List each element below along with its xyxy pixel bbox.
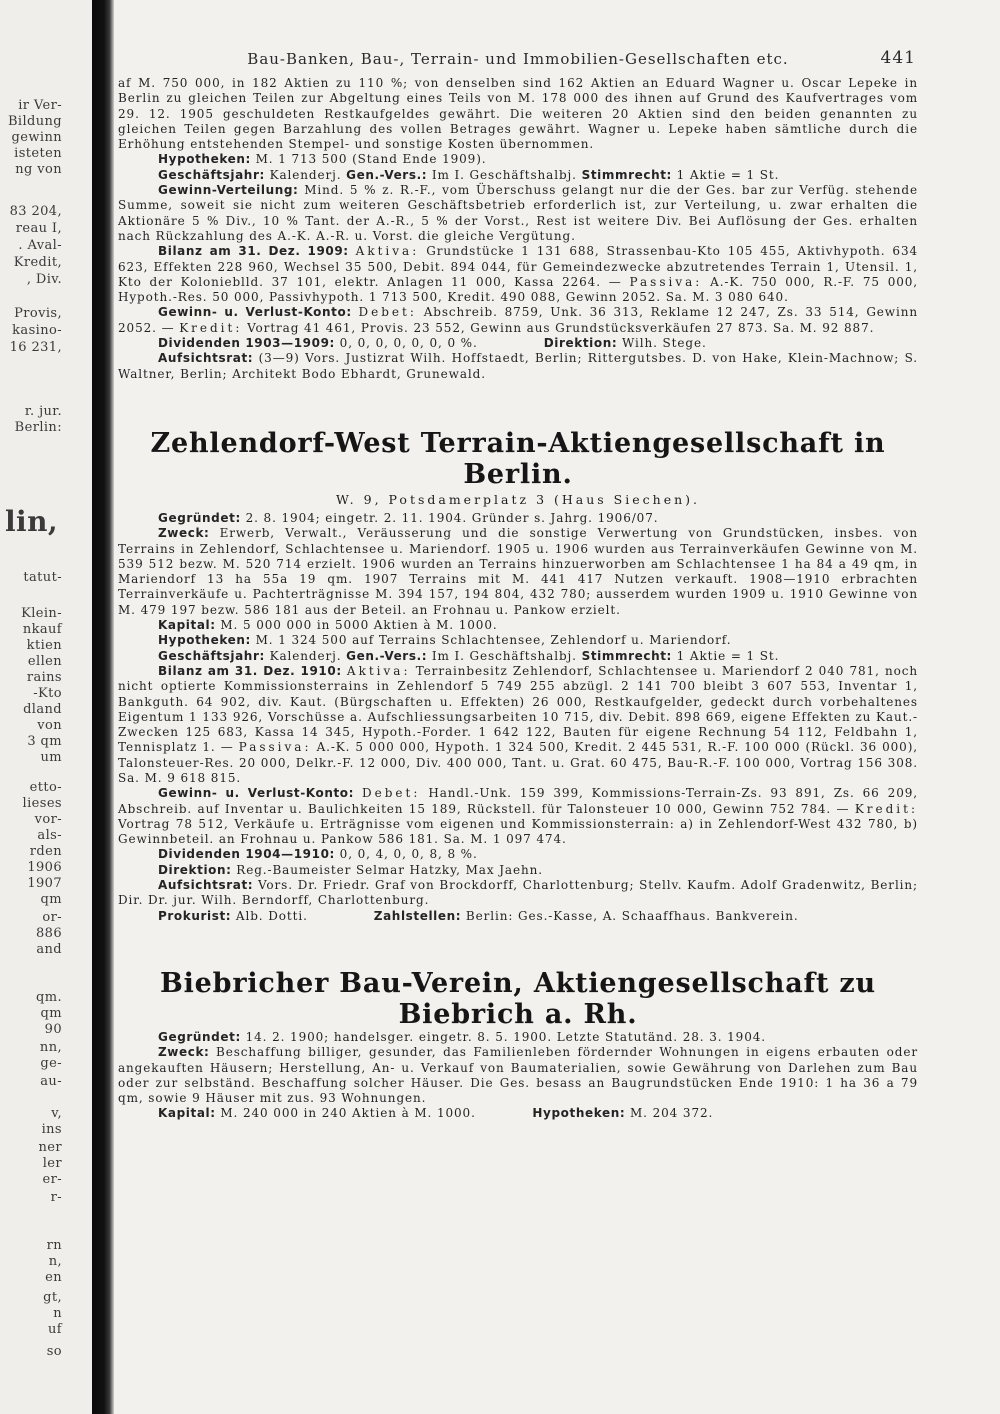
- label-gegruendet: Gegründet:: [158, 510, 241, 525]
- value-aktiva: Grundstücke 1 131 688, Strassenbau-Kto 105 455, Aktivhypoth. 634 623, Effekten 228 960, Wechsel 35 500, Debit. 894 044, für Gemeindezwecke abzutretendes Terrain 1, Utensil. 1, Kto der Kolonieblld. 37 101, elektr. Anlagen 11 000, Kassa 2264. —: [118, 244, 919, 289]
- section2-hypotheken: [118, 633, 918, 648]
- label-debet: Debet:: [362, 786, 421, 801]
- label-stimmrecht: Stimmrecht:: [581, 648, 672, 663]
- value-direktion: Wilh. Stege.: [622, 336, 707, 351]
- value-gegruendet: 2. 8. 1904; eingetr. 2. 11. 1904. Gründer s. Jahrg. 1906/07.: [245, 510, 659, 525]
- section3-kapital: [118, 1106, 918, 1121]
- margin-fragment: ler: [42, 1156, 62, 1171]
- label-aufsichtsrat: Aufsichtsrat:: [158, 878, 254, 893]
- section1-hypotheken: [118, 152, 918, 167]
- label-gewinn-konto: Gewinn- u. Verlust-Konto:: [158, 305, 352, 320]
- margin-fragment: ir Ver-: [18, 98, 62, 113]
- label-kredit: Kredit:: [854, 801, 918, 816]
- label-aufsichtsrat: Aufsichtsrat:: [158, 351, 254, 366]
- margin-fragment: ner: [38, 1140, 62, 1155]
- value-passiva: A.-K. 750 000, R.-F. 75 000, Hypoth.-Res. 50 000, Passivhypoth. 1 713 500, Kredit. 490 088, Gewinn 2052. Sa. M. 3 080 640.: [118, 274, 919, 305]
- margin-fragment: r. jur.: [24, 404, 62, 419]
- section1-gewinnverteilung: [118, 183, 918, 244]
- label-hypotheken: Hypotheken:: [158, 633, 251, 648]
- margin-fragment: Klein-: [21, 606, 62, 621]
- company-title-zehlendorf: Zehlendorf-West Terrain-Aktiengesellschaft in Berlin.: [150, 427, 886, 490]
- book-gutter: [92, 0, 114, 1414]
- section2-bilanz: [118, 664, 918, 786]
- value-debet: Handl.-Unk. 159 399, Kommissions-Terrain-Zs. 93 891, Zs. 66 209, Abschreib. auf Inventar u. Baulichkeiten 15 189, Rückstell. für Talonsteuer 10 000, Gewinn 752 784. —: [118, 786, 918, 816]
- margin-fragment: 1907: [27, 876, 62, 891]
- value-kredit: Vortrag 41 461, Provis. 23 552, Gewinn aus Grundstücksverkäufen 27 873. Sa. M. 92 887.: [247, 320, 875, 335]
- label-bilanz: Bilanz am 31. Dez. 1909:: [158, 244, 349, 259]
- value-aufsichtsrat: (3—9) Vors. Justizrat Wilh. Hoffstaedt, Berlin; Rittergutsbes. D. von Hake, Klein-Machnow; S. Waltner, Berlin; Architekt Bodo Ebhardt, Grunewald.: [118, 351, 918, 381]
- value-geschaeftsjahr: Kalenderj.: [269, 648, 342, 663]
- margin-fragment: , Div.: [26, 272, 62, 287]
- margin-fragment: gewinn: [11, 130, 62, 145]
- margin-fragment: . Aval-: [18, 238, 62, 253]
- label-geschaeftsjahr: Geschäftsjahr:: [158, 167, 265, 182]
- value-zahlstellen: Berlin: Ges.-Kasse, A. Schaaffhaus. Bankverein.: [465, 908, 799, 923]
- margin-fragment: dland: [23, 702, 62, 717]
- margin-fragment: nn,: [39, 1040, 62, 1055]
- value-dividenden: 0, 0, 4, 0, 0, 8, 8 %.: [339, 847, 478, 862]
- margin-fragment: 83 204,: [9, 204, 62, 219]
- page-number: 441: [880, 48, 916, 68]
- margin-fragment: uf: [48, 1322, 62, 1337]
- label-gewinnverteilung: Gewinn-Verteilung:: [158, 183, 299, 198]
- margin-fragment: Bildung: [7, 114, 62, 129]
- value-kredit: Vortrag 78 512, Verkäufe u. Erträgnisse vom eigenen und Kommissionsterrain: a) in Zehlendorf-West 432 780, b) Gewinnbeteil. an Frohnau u. Pankow 586 181. Sa. M. 1 097 474.: [118, 816, 918, 847]
- margin-fragment: 1906: [27, 860, 62, 875]
- section2-gewinn-konto: [118, 786, 918, 847]
- value-direktion: Reg.-Baumeister Selmar Hatzky, Max Jaehn.: [236, 862, 543, 877]
- value-aufsichtsrat: Vors. Dr. Friedr. Graf von Brockdorff, Charlottenburg; Stellv. Kaufm. Adolf Gradenwitz, Berlin; Dir. Dr. jur. Wilh. Berndorff, Charlottenburg.: [118, 878, 918, 908]
- label-direktion: Direktion:: [158, 862, 232, 877]
- label-geschaeftsjahr: Geschäftsjahr:: [158, 648, 265, 663]
- value-kapital: M. 5 000 000 in 5000 Aktien à M. 1000.: [220, 618, 498, 633]
- value-prokurist: Alb. Dotti.: [235, 908, 308, 923]
- running-head: [118, 50, 918, 76]
- label-passiva: Passiva:: [629, 274, 703, 289]
- label-dividenden: Dividenden 1903—1909:: [158, 336, 335, 351]
- section2-aufsichtsrat: [118, 878, 918, 909]
- margin-fragment: r-: [50, 1190, 62, 1205]
- label-debet: Debet:: [358, 305, 417, 320]
- section3-gegruendet: [118, 1030, 918, 1045]
- margin-fragment: rden: [29, 844, 62, 859]
- margin-fragment: qm: [40, 1006, 62, 1021]
- value-geschaeftsjahr: Kalenderj.: [269, 167, 342, 182]
- margin-fragment: ellen: [27, 654, 62, 669]
- margin-fragment: 90: [44, 1022, 62, 1037]
- section1-geschaeftsjahr: [118, 168, 918, 183]
- margin-fragment: nkauf: [22, 622, 62, 637]
- label-kapital: Kapital:: [158, 618, 216, 633]
- value-dividenden: 0, 0, 0, 0, 0, 0, 0 %.: [339, 336, 478, 351]
- label-hypotheken: Hypotheken:: [532, 1106, 626, 1121]
- label-zweck: Zweck:: [158, 1045, 210, 1060]
- margin-fragment: um: [40, 750, 62, 765]
- label-gen-vers: Gen.-Vers.:: [346, 648, 428, 663]
- label-dividenden: Dividenden 1904—1910:: [158, 847, 335, 862]
- section2-kapital: [118, 618, 918, 633]
- margin-fragment: etto-: [29, 780, 62, 795]
- value-stimmrecht: 1 Aktie = 1 St.: [676, 648, 780, 663]
- value-zweck: Beschaffung billiger, gesunder, das Familienleben fördernder Wohnungen in eigens erbauten oder angekauften Häusern; Herstellung, An- u. Verkauf von Baumaterialien, sowie Gewährung von Darlehen zum Bau oder zur selbständ. Beschaffung solcher Häuser. Die Ges. besass an Baugrundstücken Ende 1910: 1 ha 36 a 79 qm, sowie 9 Häuser mit zus. 93 Wohnungen.: [118, 1045, 918, 1106]
- margin-fragment: ng von: [15, 162, 62, 177]
- margin-fragment: or-: [42, 910, 62, 925]
- value-gen-vers: Im I. Geschäftshalbj.: [431, 167, 577, 182]
- margin-fragment: tatut-: [23, 570, 62, 585]
- margin-fragment: 16 231,: [9, 340, 62, 355]
- margin-fragment: Kredit,: [13, 255, 62, 270]
- page: [118, 50, 918, 1122]
- label-bilanz: Bilanz am 31. Dez. 1910:: [158, 663, 342, 678]
- running-head-title: Bau-Banken, Bau-, Terrain- und Immobilien-Gesellschaften etc.: [247, 50, 789, 68]
- label-kapital: Kapital:: [158, 1106, 216, 1121]
- value-gen-vers: Im I. Geschäftshalbj.: [431, 648, 577, 663]
- value-gegruendet: 14. 2. 1900; handelsger. eingetr. 8. 5. 1900. Letzte Statutänd. 28. 3. 1904.: [245, 1029, 767, 1044]
- margin-fragment: so: [46, 1344, 62, 1359]
- label-zahlstellen: Zahlstellen:: [373, 908, 462, 923]
- margin-fragment: Provis,: [14, 306, 62, 321]
- margin-fragment: isteten: [14, 146, 62, 161]
- margin-fragment: qm: [40, 892, 62, 907]
- margin-fragment: als-: [37, 828, 62, 843]
- value-hypotheken: M. 204 372.: [629, 1106, 714, 1121]
- margin-fragment: ins: [41, 1122, 62, 1137]
- label-gen-vers: Gen.-Vers.:: [346, 167, 428, 182]
- label-zweck: Zweck:: [158, 526, 210, 541]
- margin-fragment: reau I,: [15, 221, 62, 236]
- margin-fragment: ktien: [26, 638, 62, 653]
- label-prokurist: Prokurist:: [158, 908, 232, 923]
- margin-fragment: au-: [40, 1074, 62, 1089]
- margin-fragment: von: [37, 718, 62, 733]
- label-kredit: Kredit:: [179, 320, 243, 335]
- margin-fragment: n,: [48, 1254, 62, 1269]
- value-gewinnverteilung: Mind. 5 % z. R.-F., vom Überschuss gelangt nur die der Ges. bar zur Verfüg. stehende Summe, soweit sie nicht zum weiteren Geschäftsbetrieb erforderlich ist, zur Verteilung, u. zwar erhalten die Aktionäre 5 % Div., 10 % Tant. der A.-R., 5 % der Vorst., Rest ist weitere Div. Bei Auflösung der Ges. erhalten nach Rückzahlung des A.-K. A.-R. u. Vorst. die gleiche Vergütung.: [118, 183, 918, 243]
- margin-fragment: -Kto: [33, 686, 62, 701]
- margin-fragment: 3 qm: [27, 734, 62, 749]
- margin-fragment: qm.: [36, 990, 62, 1005]
- section1-intro: af M. 750 000, in 182 Aktien zu 110 %; von denselben sind 162 Aktien an Eduard Wagner u. Oscar Lepeke in Berlin zu gleichen Teilen zur Abgeltung eines Teils von M. 178 000 des ihnen auf Grund des Kaufvertrages vom 29. 12. 1905 geschuldeten Restkaufgeldes gewährt. Die weiteren 20 Aktien sind den beiden genannten zu gleichen Teilen gegen Barzahlung des vollen Betrages gewährt. Wagner u. Lepeke haben sämtliche durch die Erhöhung entstehenden Stempel- und sonstige Kosten übernommen.: [118, 76, 918, 152]
- value-passiva: A.-K. 5 000 000, Hypoth. 1 324 500, Kredit. 2 445 531, R.-F. 100 000 (Rückl. 36 000), Talonsteuer-Res. 20 000, Delkr.-F. 12 000, Div. 400 000, Tant. u. Grat. 60 475, Bau-R.-F. 100 000, Vortrag 156 308. Sa. M. 9 618 815.: [118, 740, 918, 785]
- company-address-zehlendorf: W. 9, Potsdamerplatz 3 (Haus Siechen).: [336, 491, 700, 507]
- margin-fragment: er-: [42, 1172, 62, 1187]
- label-aktiva: Aktiva:: [346, 663, 411, 678]
- label-direktion: Direktion:: [543, 336, 618, 351]
- section1-gewinn-konto: [118, 305, 918, 336]
- section2-direktion: [118, 863, 918, 878]
- section2-zweck: [118, 526, 918, 618]
- value-zweck: Erwerb, Verwalt., Veräusserung und die sonstige Verwertung von Grundstücken, insbes. von Terrains in Zehlendorf, Schlachtensee u. Mariendorf. 1905 u. 1906 wurden aus Terrainverkäufen Gewinne von M. 539 512 bezw. M. 520 714 erzielt. 1906 wurden an Terrains hinzuerworben am Schlachtensee 1 ha 84 a 49 qm, in Mariendorf 13 ha 55a 19 qm. 1907 Terrains mit M. 441 417 Nutzen verkauft. 1908—1910 erbrachten Terrainverkäufe u. Pachterträgnisse M. 394 157, 194 804, 432 780; ausserdem wurden 1909 u. 1910 Gewinne von M. 479 197 bezw. 586 181 aus der Beteil. an Frohnau u. Pankow erzielt.: [118, 526, 918, 617]
- margin-fragment: v,: [51, 1106, 62, 1121]
- label-stimmrecht: Stimmrecht:: [581, 167, 672, 182]
- label-passiva: Passiva:: [238, 740, 312, 755]
- margin-fragment: gt,: [43, 1290, 62, 1305]
- margin-fragment: rn: [46, 1238, 62, 1253]
- section2-prokurist: [118, 909, 918, 924]
- value-stimmrecht: 1 Aktie = 1 St.: [676, 167, 780, 182]
- section2-gegruendet: [118, 511, 918, 526]
- value-hypotheken: M. 1 324 500 auf Terrains Schlachtensee, Zehlendorf u. Mariendorf.: [255, 633, 732, 648]
- company-title-biebricher: Biebricher Bau-Verein, Aktiengesellschaft zu Biebrich a. Rh.: [160, 967, 876, 1030]
- value-debet: Abschreib. 8759, Unk. 36 313, Reklame 12 247, Zs. 33 514, Gewinn 2052. —: [118, 305, 918, 335]
- margin-fragment: ge-: [40, 1056, 62, 1071]
- section1-dividenden: [118, 336, 918, 351]
- section3-zweck: [118, 1045, 918, 1106]
- value-aktiva: Terrainbesitz Zehlendorf, Schlachtensee u. Mariendorf 2 040 781, noch nicht optierte Kommissionsterrains in Zehlendorf 5 749 255 abzügl. 2 141 700 bleibt 3 607 553, Inventar 1, Bankguth. 64 902, div. Kaut. (Bürgschaften u. Effekten) 26 000, Restkaufgelder, gedeckt durch vorbehaltenes Eigentum 1 133 926, Vorschüsse a. Aufschliessungsarbeiten 10 715, div. Debit. 898 669, eigene Effekten zu Kaut.-Zwecken 125 683, Kassa 14 345, Hypoth.-Forder. 1 642 122, Bauten für eigene Rechnung 54 112, Feldbahn 1, Tennisplatz 1. —: [118, 663, 918, 755]
- margin-fragment: n: [53, 1306, 62, 1321]
- label-aktiva: Aktiva:: [355, 244, 420, 259]
- margin-fragment: 886: [35, 926, 62, 941]
- section2-dividenden: [118, 847, 918, 862]
- margin-fragment: and: [36, 942, 62, 957]
- value-kapital: M. 240 000 in 240 Aktien à M. 1000.: [220, 1106, 476, 1121]
- label-hypotheken: Hypotheken:: [158, 152, 251, 167]
- margin-fragment: lin,: [5, 505, 58, 538]
- section1-bilanz: [118, 244, 918, 305]
- label-gegruendet: Gegründet:: [158, 1029, 241, 1044]
- label-gewinn-konto: Gewinn- u. Verlust-Konto:: [158, 786, 355, 801]
- section2-geschaeftsjahr: [118, 649, 918, 664]
- margin-fragment: Berlin:: [14, 420, 62, 435]
- margin-fragment: kasino-: [12, 323, 62, 338]
- margin-fragment: vor-: [34, 812, 62, 827]
- left-margin-bleed: [0, 0, 92, 1414]
- margin-fragment: lieses: [22, 796, 62, 811]
- section1-aufsichtsrat: [118, 351, 918, 382]
- value-hypotheken: M. 1 713 500 (Stand Ende 1909).: [255, 152, 487, 167]
- margin-fragment: rains: [26, 670, 62, 685]
- margin-fragment: en: [45, 1270, 62, 1285]
